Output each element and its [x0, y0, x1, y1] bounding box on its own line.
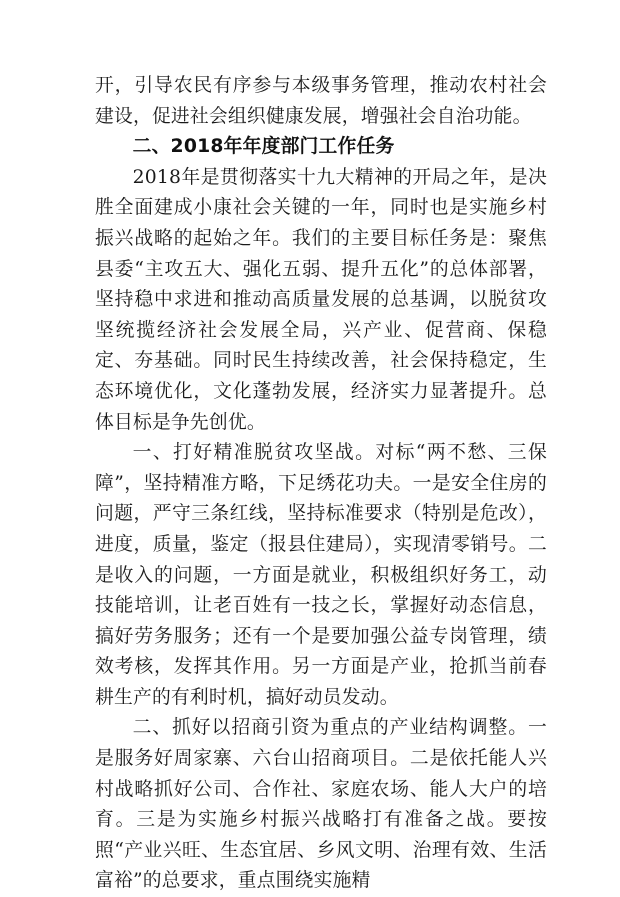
document-body [95, 71, 547, 897]
investment-promotion-paragraph: 二、抓好以招商引资为重点的产业结构调整。一是服务好周家寨、六台山招商项目。二是依托能人兴村战略抓好公司、合作社、家庭农场、能人大户的培育。三是为实施乡村振兴战略打有准备之战。要按照“产业兴旺、生态宜居、乡风文明、治理有效、生活富裕”的总要求，重点围绕实施精 [95, 717, 547, 892]
overview-paragraph: 2018年是贯彻落实十九大精神的开局之年，是决胜全面建成小康社会关键的一年，同时也是实施乡村振兴战略的起始之年。我们的主要目标任务是：聚焦县委“主攻五大、强化五弱、提升五化”的总体部署，坚持稳中求进和推动高质量发展的总基调，以脱贫攻坚统揽经济社会发展全局，兴产业、促营商、保稳定、夯基础。同时民生持续改善，社会保持稳定，生态环境优化，文化蓬勃发展，经济实力显著提升。总体目标是争先创优。 [95, 166, 547, 433]
poverty-alleviation-paragraph: 一、打好精准脱贫攻坚战。对标“两不愁、三保障”，坚持精准方略，下足绣花功夫。一是安全住房的问题，严守三条红线，坚持标准要求（特别是危改），进度，质量，鉴定（报县住建局），实现清零销号。二是收入的问题，一方面是就业，积极组织好务工，动技能培训，让老百姓有一技之长，掌握好动态信息，搞好劳务服务；还有一个是要加强公益专岗管理，绩效考核，发挥其作用。另一方面是产业，抢抓当前春耕生产的有利时机，搞好动员发动。 [95, 442, 547, 708]
section-heading: 二、2018年年度部门工作任务 [132, 136, 395, 158]
intro-continuation-paragraph: 开，引导农民有序参与本级事务管理，推动农村社会建设，促进社会组织健康发展，增强社会自治功能。 [95, 75, 547, 127]
